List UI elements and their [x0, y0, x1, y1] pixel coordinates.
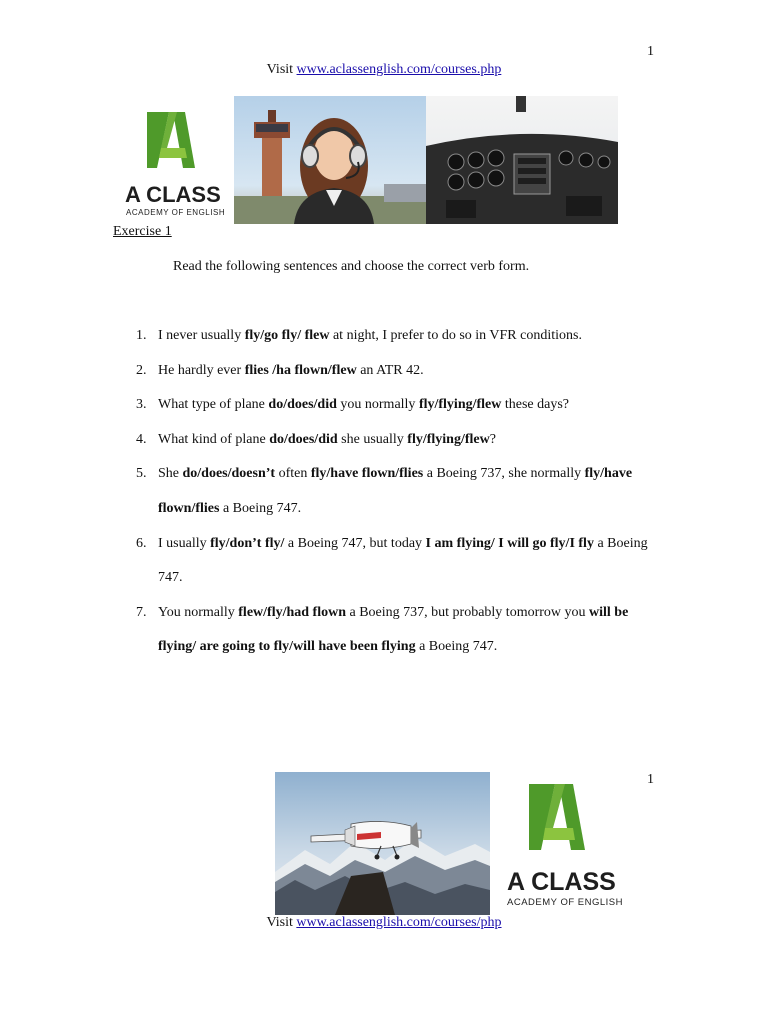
sentence-text: a Boeing 737, but probably tomorrow you: [346, 604, 590, 620]
sentence-text: I usually: [158, 535, 211, 551]
verb-choice: fly/don’t fly/: [210, 535, 285, 551]
sentence-text: He hardly ever: [158, 362, 245, 378]
sentence-text: she usually: [337, 431, 408, 447]
sentence-number: 5.: [136, 466, 147, 482]
header-courses-link[interactable]: www.aclassenglish.com/courses.php: [296, 62, 502, 77]
sentence-text: a Boeing 737, she normally: [423, 466, 585, 482]
sentence-text: I never usually: [158, 328, 245, 343]
sentence-text: You normally: [158, 604, 239, 620]
verb-choice: do/does/did: [269, 431, 338, 447]
sentence-text: you normally: [336, 397, 419, 413]
verb-choice: do/does/did: [268, 397, 337, 413]
sentence-list: [112, 319, 657, 665]
verb-choice: fly/flying/flew: [418, 397, 502, 413]
header-visit-prefix: Visit: [266, 62, 297, 77]
sentence-number: 6.: [136, 535, 147, 551]
verb-choice: will be flying/ are going to fly/will have been flying: [158, 604, 629, 655]
sentence-number: 2.: [136, 362, 147, 378]
sentence-text: these days?: [501, 397, 570, 413]
verb-choice: I am flying/ I will go fly/I fly: [425, 535, 594, 551]
verb-choice: fly/flying/flew: [407, 431, 490, 447]
exercise-title: Exercise 1: [113, 224, 172, 239]
footer-visit-line: [0, 915, 768, 931]
sentence-item: [112, 596, 657, 665]
photo-controller-headset: [234, 96, 426, 224]
verb-choice: fly/have flown/flies: [158, 466, 633, 516]
sentence-number: 3.: [136, 397, 147, 413]
exercise-instruction: Read the following sentences and choose the correct verb form.: [173, 259, 530, 274]
verb-choice: fly/go fly/ flew: [244, 328, 330, 343]
sentence-text: a Boeing 747.: [158, 535, 648, 586]
sentence-text: a Boeing 747.: [219, 500, 302, 516]
sentence-item: [112, 423, 657, 458]
sentence-item: [112, 527, 657, 596]
sentence-text: a Boeing 747, but today: [284, 535, 426, 551]
top-logo-tagline: ACADEMY OF ENGLISH: [126, 208, 226, 217]
sentence-text: What kind of plane: [158, 431, 270, 447]
verb-choice: do/does/doesn’t: [182, 466, 276, 482]
sentence-item: [112, 457, 657, 526]
bottom-logo-brand: A CLASS: [507, 868, 616, 896]
footer-courses-link[interactable]: www.aclassenglish.com/courses/php: [296, 915, 502, 930]
verb-choice: fly/have flown/flies: [310, 466, 424, 482]
sentence-text: often: [275, 466, 311, 482]
sentence-number: 1.: [136, 328, 147, 343]
sentence-number: 7.: [136, 604, 147, 620]
header-visit-line: [0, 62, 768, 78]
photo-cockpit-panel: [426, 96, 618, 224]
sentence-item: [112, 354, 657, 389]
sentence-text: She: [158, 466, 183, 482]
footer-visit-prefix: Visit: [266, 915, 297, 930]
sentence-text: at night, I prefer to do so in VFR conditions.: [329, 328, 582, 343]
photo-plane-mountains: [275, 772, 490, 915]
sentence-text: a Boeing 747.: [415, 639, 498, 655]
verb-choice: flies /ha flown/flew: [244, 362, 357, 378]
page-number-bottom: 1: [647, 772, 654, 787]
sentence-item: [112, 388, 657, 423]
page-number-top: 1: [647, 44, 654, 59]
top-logo-brand: A CLASS: [125, 182, 221, 207]
verb-choice: flew/fly/had flown: [238, 604, 346, 620]
sentence-text: What type of plane: [158, 397, 269, 413]
top-logo: [113, 96, 233, 222]
bottom-logo-tagline: ACADEMY OF ENGLISH: [507, 897, 623, 908]
bottom-logo: [493, 772, 633, 915]
sentence-text: ?: [489, 431, 496, 447]
sentence-text: an ATR 42.: [356, 362, 424, 378]
sentence-item: [112, 319, 657, 354]
sentence-number: 4.: [136, 431, 147, 447]
